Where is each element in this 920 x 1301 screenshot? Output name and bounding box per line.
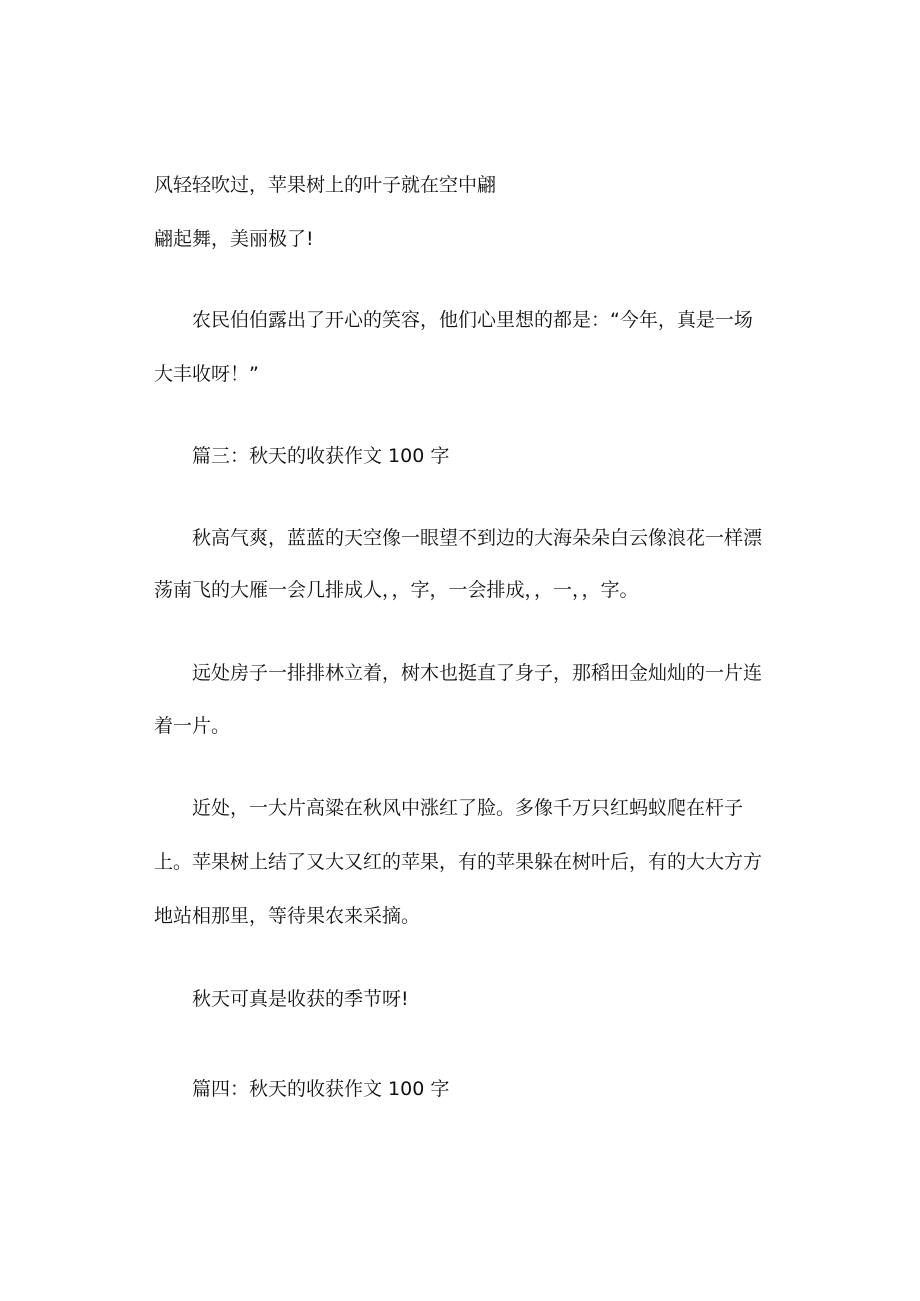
paragraph-line: 大丰收呀！” [154,363,259,385]
paragraph-line: 秋高气爽，蓝蓝的天空像一眼望不到边的大海朵朵白云像浪花一样漂 [192,527,763,549]
section-heading: 篇三：秋天的收获作文 100 字 [192,445,450,467]
paragraph-line: 近处，一大片高粱在秋风中涨红了脸。多像千万只红蚂蚁爬在杆子 [192,797,744,819]
paragraph-line: 荡南飞的大雁一会几排成人，，字，一会排成，，一，，字。 [154,579,639,601]
paragraph-line: 地站相那里，等待果农来采摘。 [154,905,421,927]
section-heading: 篇四：秋天的收获作文 100 字 [192,1078,450,1100]
paragraph-line: 风轻轻吹过，苹果树上的叶子就在空中翩 [154,174,497,196]
paragraph-line: 上。苹果树上结了又大又红的苹果，有的苹果躲在树叶后，有的大大方方 [154,851,763,873]
paragraph-line: 着一片。 [154,715,231,737]
paragraph-line: 秋天可真是收获的季节呀! [192,988,409,1010]
paragraph-line: 翩起舞，美丽极了! [154,228,314,250]
paragraph-line: 远处房子一排排林立着，树木也挺直了身子，那稻田金灿灿的一片连 [192,662,763,684]
paragraph-line: 农民伯伯露出了开心的笑容，他们心里想的都是：“今年，真是一场 [192,309,753,331]
